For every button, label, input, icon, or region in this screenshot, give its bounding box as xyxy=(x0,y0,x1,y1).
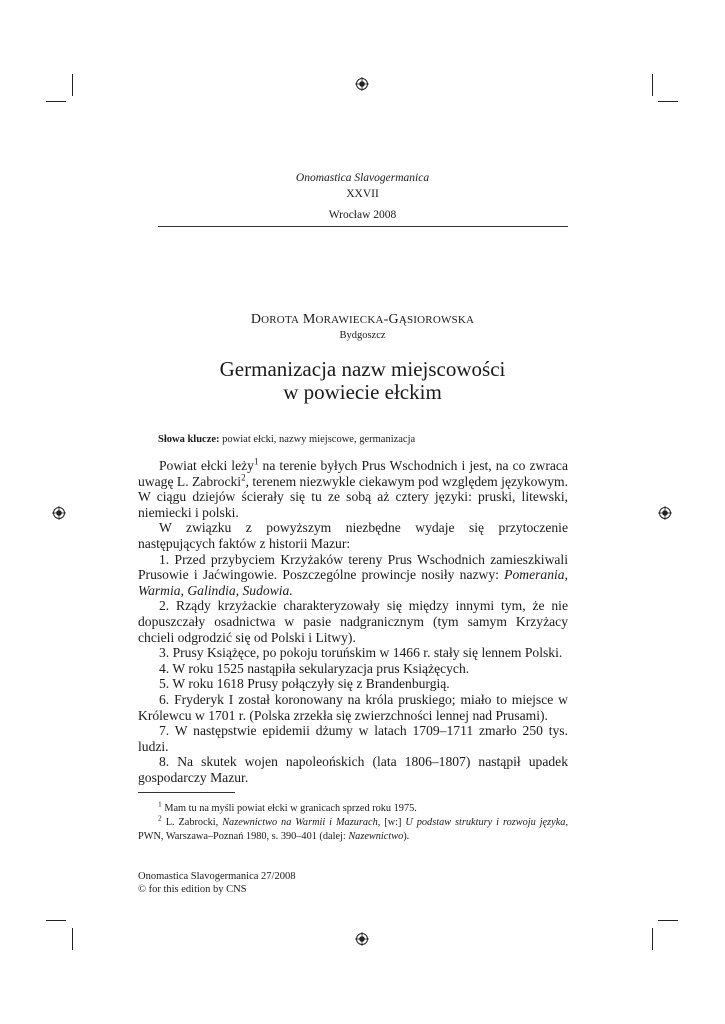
list-item: 8. Na skutek wojen napoleońskich (lata 1806–1807) nastąpił upadek gospodarczy Mazur. xyxy=(138,754,568,785)
crop-mark-top-right-h xyxy=(658,101,678,102)
author-name: DOROTA MORAWIECKA-GĄSIOROWSKA xyxy=(250,312,475,327)
imprint-line2: © for this edition by CNS xyxy=(138,884,247,895)
article-title xyxy=(0,358,725,404)
list-item: 6. Fryderyk I został koronowany na króla pruskiego; miało to miejsce w Królewcu w 1701 r. (Polska zrzekła się zwierzchności lennej nad Prusami). xyxy=(138,691,568,723)
footnote-ref[interactable]: 2 xyxy=(241,472,246,483)
paragraph: W związku z powyższym niezbędne wydaje się przytoczenie następujących faktów z historii Mazur: xyxy=(138,520,568,551)
registration-mark-icon xyxy=(355,932,369,946)
registration-mark-icon xyxy=(355,77,369,91)
article-title-line2: w powiecie ełckim xyxy=(283,380,442,404)
crop-mark-bottom-left-h xyxy=(46,920,66,921)
journal-volume: XXVII xyxy=(346,188,379,200)
journal-title: Onomastica Slavogermanica xyxy=(295,172,430,184)
crop-mark-top-left-v xyxy=(72,74,73,96)
footnote: $^2$ L. Zabrocki, Nazewnictwo na Warmii i Mazurach, [w:] U podstaw struktury i rozwoju języka, PWN, Warszawa–Poznań 1980, s. 390–401 (dalej: Nazewnictwo). xyxy=(138,813,569,842)
keywords-text: powiat ełcki, nazwy miejscowe, germanizacja xyxy=(219,434,416,445)
keywords-label: Słowa klucze: xyxy=(158,434,220,445)
crop-mark-bottom-left-v xyxy=(72,928,73,950)
crop-mark-top-left-h xyxy=(46,101,66,102)
footnotes xyxy=(138,799,569,844)
list-item: 5. W roku 1618 Prusy połączyły się z Brandenburgią. xyxy=(159,676,450,692)
journal-header xyxy=(0,170,725,223)
article-title-line1: Germanizacja nazw miejscowości xyxy=(219,357,506,381)
crop-mark-bottom-right-h xyxy=(658,920,678,921)
imprint xyxy=(138,870,295,896)
author-affiliation: Bydgoszcz xyxy=(339,330,386,341)
body-text xyxy=(138,458,568,785)
paragraph: Powiat ełcki leży$^1$ na terenie byłych Prus Wschodnich i jest, na co zwraca uwagę L. Zabrocki$^2$, terenem niezwykle ciekawym pod względem językowym. W ciągu dziejów ścierały się tu ze sobą aż cztery języki: pruski, litewski, niemiecki i polski. xyxy=(138,456,568,520)
footnote: $^1$ Mam tu na myśli powiat ełcki w granicach sprzed roku 1975. xyxy=(158,799,417,814)
imprint-line1: Onomastica Slavogermanica 27/2008 xyxy=(138,871,296,882)
crop-mark-top-right-v xyxy=(652,74,653,96)
list-item: 7. W następstwie epidemii dżumy w latach 1709–1711 zmarło 250 tys. ludzi. xyxy=(138,723,568,754)
list-item: 1. Przed przybyciem Krzyżaków tereny Prus Wschodnich zamieszkiwali Prusowie i Jaćwingowie. Poszczególne prowincje nosiły nazwy: Pomerania, Warmia, Galindia, Sudowia. xyxy=(138,551,568,598)
header-rule xyxy=(158,226,568,227)
list-item: 2. Rządy krzyżackie charakteryzowały się między innymi tym, że nie dopuszczały osadnictwa w pasie nadgranicznym (tym samym Krzyżacy chcieli odgrodzić się od Polski i Litwy). xyxy=(138,598,568,645)
keywords xyxy=(158,434,568,445)
footnote-rule xyxy=(138,792,235,793)
registration-mark-icon xyxy=(658,506,672,520)
list-item: 4. W roku 1525 nastąpiła sekularyzacja prus Książęcych. xyxy=(159,660,470,676)
footnote-ref[interactable]: 1 xyxy=(253,456,259,467)
list-item: 3. Prusy Książęce, po pokoju toruńskim w 1466 r. stały się lennem Polski. xyxy=(159,645,563,661)
crop-mark-bottom-right-v xyxy=(652,928,653,950)
journal-place-year: Wrocław 2008 xyxy=(328,209,397,221)
registration-mark-icon xyxy=(52,506,66,520)
